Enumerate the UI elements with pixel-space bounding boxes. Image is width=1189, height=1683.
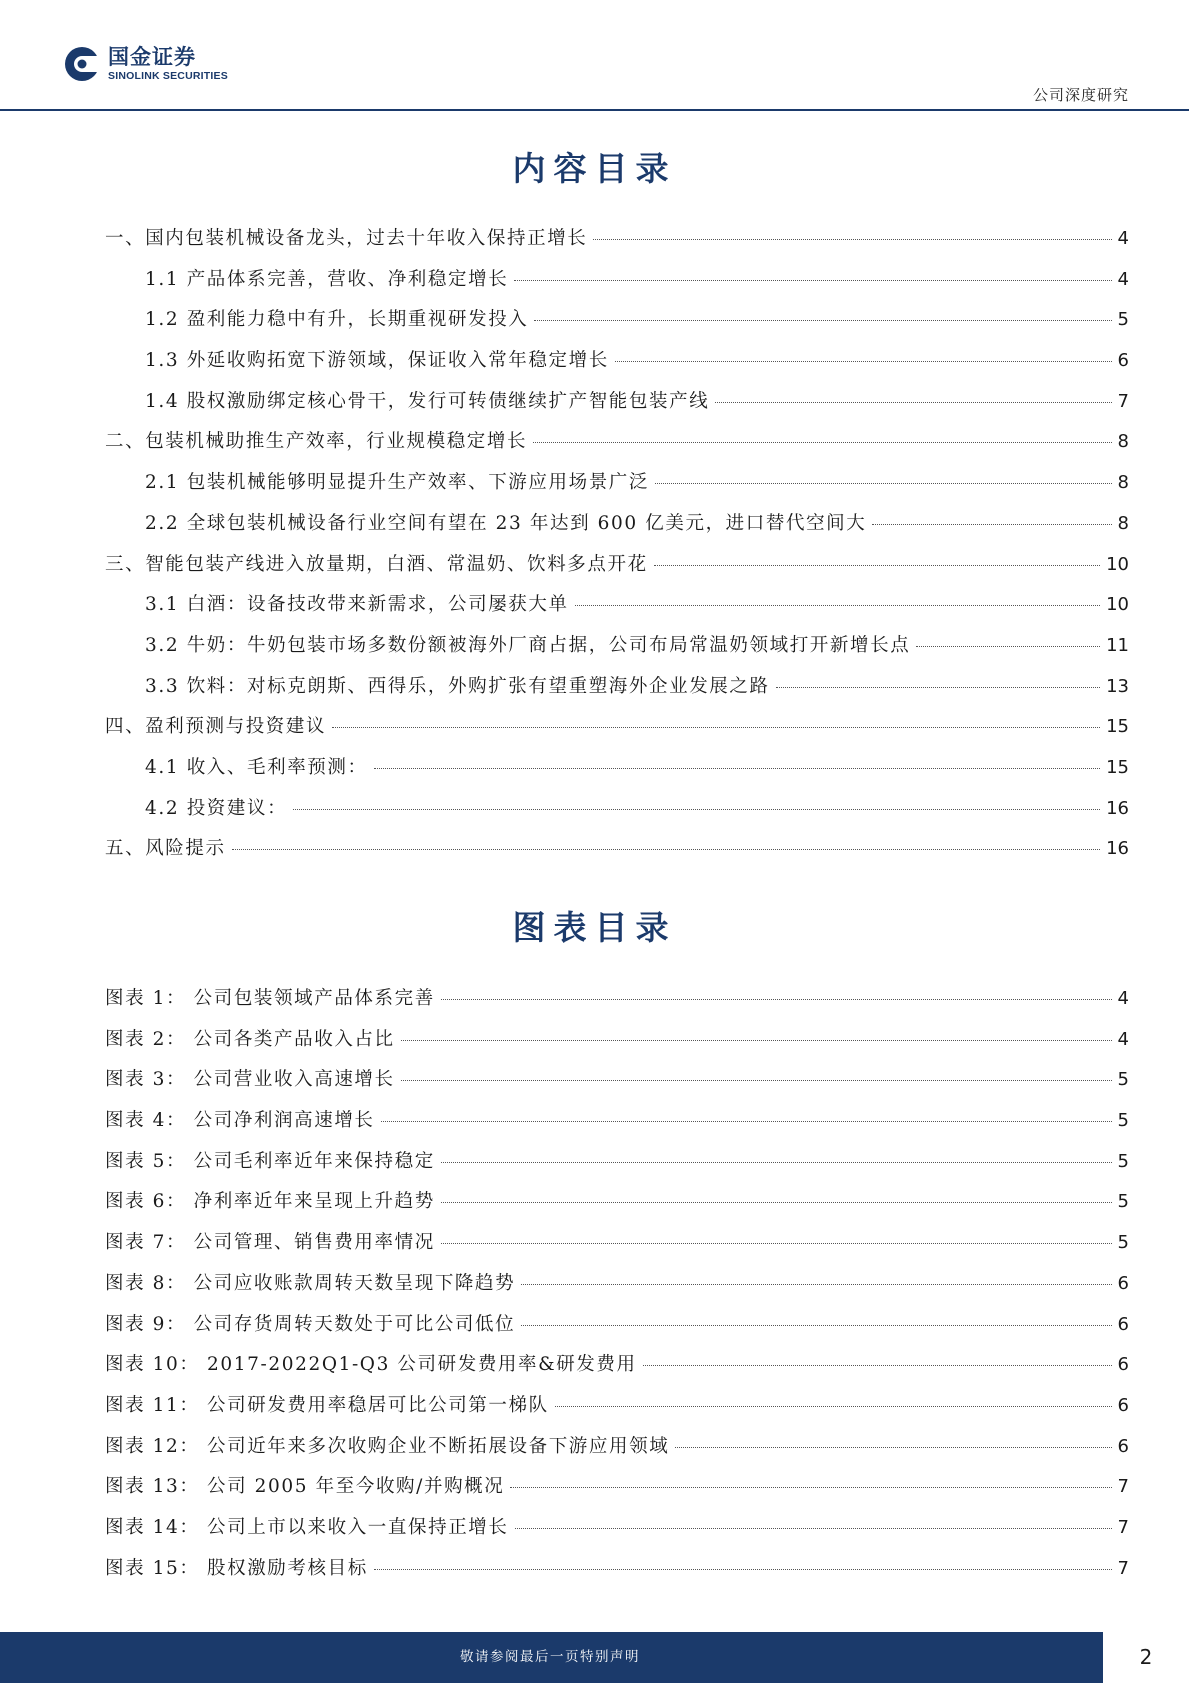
toc-entry[interactable]: [105, 346, 1129, 387]
dot-leader: [872, 524, 1111, 525]
toc-entry-title: 图表 13： 公司 2005 年至今收购/并购概况: [105, 1476, 505, 1498]
table-of-contents: [105, 224, 1129, 875]
toc-entry[interactable]: [105, 1350, 1129, 1391]
toc-entry-title: 三、智能包装产线进入放量期，白酒、常温奶、饮料多点开花: [105, 553, 648, 575]
toc-entry-page: 5: [1117, 1232, 1129, 1254]
toc-entry[interactable]: [105, 1432, 1129, 1473]
toc-entry-page: 4: [1117, 228, 1129, 249]
dot-leader: [521, 1284, 1111, 1285]
dot-leader: [654, 565, 1100, 566]
toc-entry-page: 6: [1117, 1394, 1129, 1416]
dot-leader: [401, 1040, 1112, 1041]
dot-leader: [514, 280, 1111, 281]
toc-entry-title: 图表 12： 公司近年来多次收购企业不断拓展设备下游应用领域: [105, 1435, 670, 1457]
toc-entry-title: 二、包装机械助推生产效率，行业规模稳定增长: [105, 431, 528, 453]
dot-leader: [332, 727, 1100, 728]
toc-entry-title: 3.3 饮料：对标克朗斯、西得乐，外购扩张有望重塑海外企业发展之路: [145, 675, 770, 697]
toc-entry-page: 8: [1117, 472, 1129, 494]
header-divider: [0, 109, 1189, 111]
toc-entry-page: 5: [1117, 1150, 1129, 1172]
dot-leader: [776, 687, 1100, 688]
toc-entry-title: 图表 3： 公司营业收入高速增长: [105, 1069, 395, 1091]
toc-entry-page: 5: [1117, 1191, 1129, 1213]
toc-entry[interactable]: [105, 1228, 1129, 1269]
toc-entry[interactable]: [105, 631, 1129, 672]
toc-entry-title: 3.2 牛奶：牛奶包装市场多数份额被海外厂商占据，公司布局常温奶领域打开新增长点: [145, 634, 911, 656]
dot-leader: [374, 1569, 1112, 1570]
toc-entry-page: 7: [1117, 1476, 1129, 1498]
toc-entry-title: 1.1 产品体系完善，营收、净利稳定增长: [145, 268, 509, 290]
toc-entry-page: 8: [1117, 431, 1129, 453]
toc-entry-page: 5: [1117, 1110, 1129, 1132]
toc-entry-title: 四、盈利预测与投资建议: [105, 716, 327, 738]
toc-entry-page: 6: [1117, 1435, 1129, 1457]
toc-entry-title: 3.1 白酒：设备技改带来新需求，公司屡获大单: [145, 594, 569, 616]
contents-title: 内容目录: [512, 149, 677, 188]
dot-leader: [441, 999, 1112, 1000]
list-of-figures: [105, 984, 1129, 1594]
toc-entry[interactable]: [105, 1025, 1129, 1066]
toc-entry-page: 6: [1117, 1313, 1129, 1335]
toc-entry-page: 4: [1117, 1028, 1129, 1050]
toc-entry[interactable]: [105, 984, 1129, 1025]
toc-entry[interactable]: [105, 1472, 1129, 1513]
company-logo: [64, 46, 228, 82]
toc-entry-page: 11: [1106, 634, 1129, 656]
dot-leader: [293, 809, 1100, 810]
toc-entry[interactable]: [105, 509, 1129, 550]
toc-entry-title: 图表 15： 股权激励考核目标: [105, 1557, 368, 1579]
toc-entry-title: 2.2 全球包装机械设备行业空间有望在 23 年达到 600 亿美元，进口替代空间大: [145, 512, 867, 534]
dot-leader: [575, 605, 1100, 606]
toc-entry[interactable]: [105, 834, 1129, 875]
figures-title: 图表目录: [512, 908, 677, 947]
toc-entry[interactable]: [105, 1391, 1129, 1432]
toc-entry[interactable]: [105, 794, 1129, 835]
dot-leader: [593, 239, 1111, 240]
toc-entry[interactable]: [105, 550, 1129, 591]
page-number: 2: [1103, 1632, 1189, 1683]
toc-entry-title: 图表 10： 2017-2022Q1-Q3 公司研发费用率&研发费用: [105, 1354, 637, 1376]
dot-leader: [534, 320, 1111, 321]
dot-leader: [655, 483, 1112, 484]
toc-entry-page: 6: [1117, 1354, 1129, 1376]
footer-bar: [0, 1632, 1189, 1683]
dot-leader: [675, 1447, 1111, 1448]
toc-entry-title: 4.1 收入、毛利率预测：: [145, 756, 368, 778]
toc-entry-page: 13: [1106, 675, 1129, 697]
toc-entry-title: 图表 9： 公司存货周转天数处于可比公司低位: [105, 1313, 516, 1335]
toc-entry[interactable]: [105, 1147, 1129, 1188]
toc-entry-title: 1.3 外延收购拓宽下游领域，保证收入常年稳定增长: [145, 350, 609, 372]
toc-entry[interactable]: [105, 305, 1129, 346]
toc-entry[interactable]: [105, 468, 1129, 509]
toc-entry[interactable]: [105, 1310, 1129, 1351]
toc-entry[interactable]: [105, 427, 1129, 468]
toc-entry[interactable]: [105, 224, 1129, 265]
brand-name-cn: 国金证券: [108, 44, 196, 69]
toc-entry-title: 五、风险提示: [105, 838, 226, 860]
toc-entry-title: 图表 5： 公司毛利率近年来保持稳定: [105, 1150, 435, 1172]
toc-entry[interactable]: [105, 1187, 1129, 1228]
toc-entry[interactable]: [105, 712, 1129, 753]
report-type-label: 公司深度研究: [1032, 86, 1129, 104]
toc-entry-title: 1.2 盈利能力稳中有升，长期重视研发投入: [145, 309, 529, 331]
toc-entry-title: 图表 11： 公司研发费用率稳居可比公司第一梯队: [105, 1394, 549, 1416]
dot-leader: [715, 402, 1111, 403]
sinolink-logo-icon: [64, 46, 100, 82]
toc-entry-title: 图表 14： 公司上市以来收入一直保持正增长: [105, 1516, 509, 1538]
dot-leader: [555, 1406, 1112, 1407]
toc-entry-page: 4: [1117, 988, 1129, 1009]
toc-entry-page: 7: [1117, 390, 1129, 412]
dot-leader: [401, 1080, 1112, 1081]
toc-entry[interactable]: [105, 1554, 1129, 1595]
toc-entry[interactable]: [105, 1106, 1129, 1147]
toc-entry-page: 7: [1117, 1557, 1129, 1579]
toc-entry-page: 8: [1117, 512, 1129, 534]
toc-entry-page: 16: [1106, 797, 1129, 819]
toc-entry-page: 10: [1106, 553, 1129, 575]
toc-entry-page: 5: [1117, 1069, 1129, 1091]
dot-leader: [643, 1365, 1112, 1366]
toc-entry[interactable]: [105, 387, 1129, 428]
dot-leader: [232, 849, 1100, 850]
toc-entry-page: 6: [1117, 1272, 1129, 1294]
dot-leader: [441, 1243, 1112, 1244]
toc-entry-title: 图表 2： 公司各类产品收入占比: [105, 1028, 395, 1050]
dot-leader: [533, 442, 1111, 443]
toc-entry-page: 4: [1117, 268, 1129, 290]
toc-entry-page: 15: [1106, 756, 1129, 778]
dot-leader: [615, 361, 1112, 362]
brand-name-en: SINOLINK SECURITIES: [108, 69, 228, 82]
toc-entry[interactable]: [105, 672, 1129, 713]
page-header: [0, 0, 1189, 112]
dot-leader: [510, 1487, 1111, 1488]
toc-entry-page: 16: [1106, 838, 1129, 860]
toc-entry-page: 5: [1117, 309, 1129, 331]
toc-entry-page: 15: [1106, 716, 1129, 738]
toc-entry-page: 7: [1117, 1516, 1129, 1538]
toc-entry[interactable]: [105, 1269, 1129, 1310]
toc-entry-title: 图表 4： 公司净利润高速增长: [105, 1110, 375, 1132]
toc-entry[interactable]: [105, 590, 1129, 631]
dot-leader: [521, 1325, 1111, 1326]
dot-leader: [374, 768, 1100, 769]
toc-entry-page: 6: [1117, 350, 1129, 372]
footer-disclaimer: 敬请参阅最后一页特别声明: [460, 1649, 640, 1665]
dot-leader: [441, 1202, 1112, 1203]
toc-entry-title: 一、国内包装机械设备龙头，过去十年收入保持正增长: [105, 228, 588, 249]
toc-entry[interactable]: [105, 1065, 1129, 1106]
toc-entry-title: 4.2 投资建议：: [145, 797, 288, 819]
toc-entry-title: 2.1 包装机械能够明显提升生产效率、下游应用场景广泛: [145, 472, 650, 494]
toc-entry[interactable]: [105, 1513, 1129, 1554]
toc-entry-page: 10: [1106, 594, 1129, 616]
toc-entry[interactable]: [105, 753, 1129, 794]
dot-leader: [381, 1121, 1112, 1122]
toc-entry-title: 图表 1： 公司包装领域产品体系完善: [105, 988, 435, 1009]
toc-entry[interactable]: [105, 265, 1129, 306]
dot-leader: [515, 1528, 1112, 1529]
toc-entry-title: 图表 7： 公司管理、销售费用率情况: [105, 1232, 435, 1254]
dot-leader: [916, 646, 1100, 647]
dot-leader: [441, 1162, 1112, 1163]
toc-entry-title: 1.4 股权激励绑定核心骨干，发行可转债继续扩产智能包装产线: [145, 390, 710, 412]
toc-entry-title: 图表 6： 净利率近年来呈现上升趋势: [105, 1191, 435, 1213]
toc-entry-title: 图表 8： 公司应收账款周转天数呈现下降趋势: [105, 1272, 516, 1294]
